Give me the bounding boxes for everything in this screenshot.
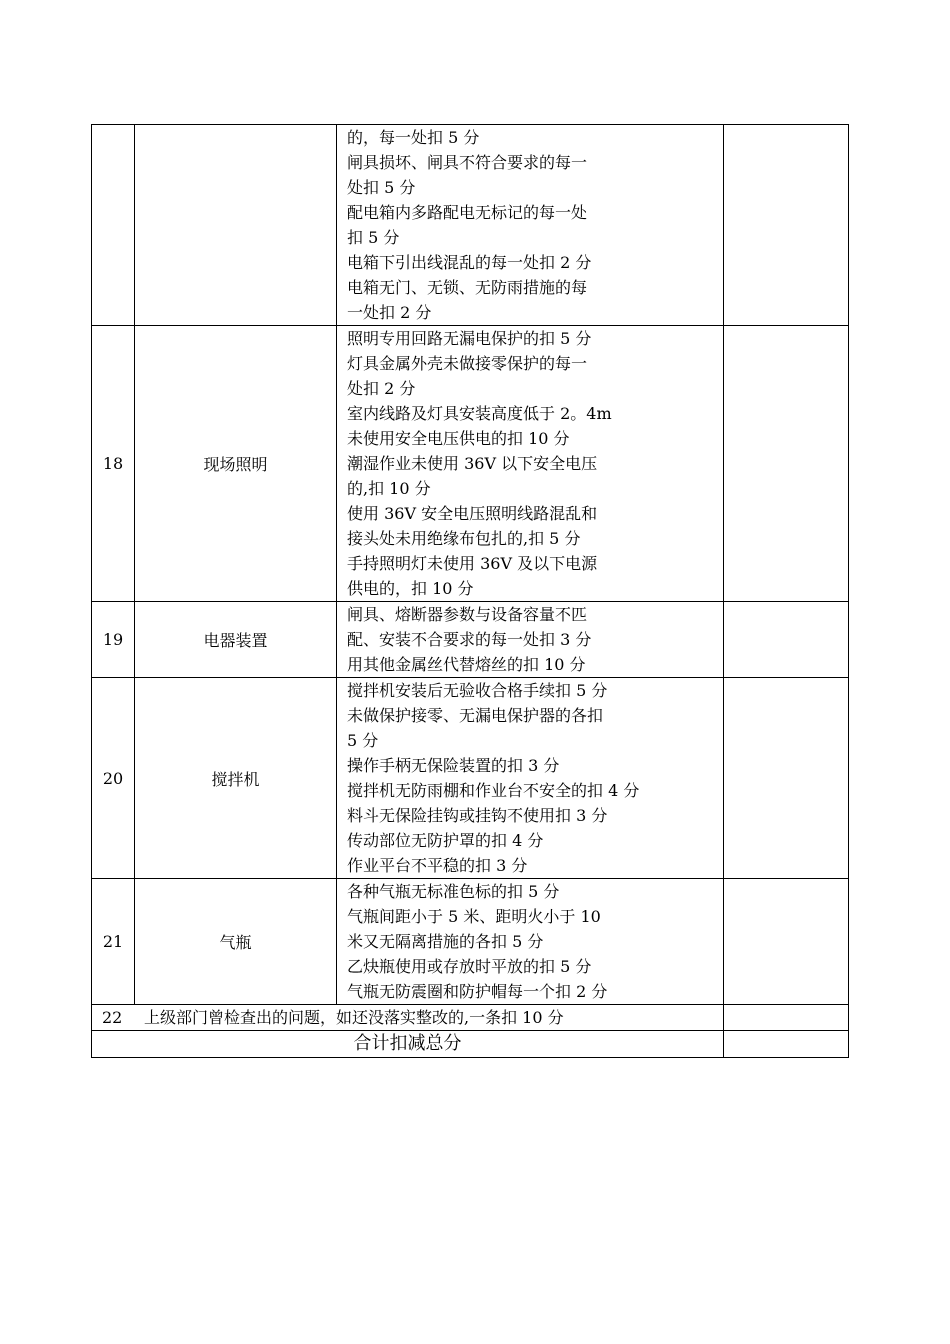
rule-line: 配、安装不合要求的每一处扣 3 分: [347, 630, 592, 649]
row-number-cell: 19: [92, 602, 135, 678]
rule-line: 乙炔瓶使用或存放时平放的扣 5 分: [347, 957, 592, 976]
rule-line: 搅拌机无防雨棚和作业台不安全的扣 4 分: [347, 781, 640, 800]
row-22-number: 22: [102, 1008, 123, 1027]
row-score-cell[interactable]: [724, 125, 849, 326]
row-score-cell[interactable]: [724, 602, 849, 678]
rule-line: 电箱下引出线混乱的每一处扣 2 分: [347, 253, 592, 272]
rule-line: 闸具、熔断器参数与设备容量不匹: [347, 605, 588, 624]
rule-line: 接头处未用绝缘布包扎的,扣 5 分: [347, 529, 581, 548]
rule-line: 潮湿作业未使用 36V 以下安全电压: [347, 454, 598, 473]
rule-line: 一处扣 2 分: [347, 303, 432, 322]
row-rules-cell: [337, 602, 724, 678]
row-number-cell: 18: [92, 326, 135, 602]
rule-line: 各种气瓶无标准色标的扣 5 分: [347, 882, 560, 901]
rule-line: 传动部位无防护罩的扣 4 分: [347, 831, 544, 850]
rule-line: 照明专用回路无漏电保护的扣 5 分: [347, 329, 592, 348]
rule-line: 气瓶间距小于 5 米、距明火小于 10: [347, 907, 601, 926]
table-row: [92, 125, 849, 326]
row-number-cell: 20: [92, 678, 135, 879]
rule-line: 用其他金属丝代替熔丝的扣 10 分: [347, 655, 586, 674]
rule-line: 处扣 5 分: [347, 178, 416, 197]
rule-line: 供电的，扣 10 分: [347, 579, 474, 598]
rule-line: 搅拌机安装后无验收合格手续扣 5 分: [347, 681, 608, 700]
rule-line: 的,扣 10 分: [347, 479, 431, 498]
row-item-cell: 电器装置: [135, 602, 337, 678]
rule-line: 米又无隔离措施的各扣 5 分: [347, 932, 544, 951]
row-rules-cell: [337, 879, 724, 1005]
row-rules-cell: [337, 678, 724, 879]
rule-line: 灯具金属外壳未做接零保护的每一: [347, 354, 588, 373]
rule-line: 料斗无保险挂钩或挂钩不使用扣 3 分: [347, 806, 608, 825]
inspection-table-body: [92, 125, 849, 1058]
row-item-cell: [135, 125, 337, 326]
rule-line: 的，每一处扣 5 分: [347, 128, 480, 147]
row-rules-cell: [337, 125, 724, 326]
row-score-cell[interactable]: [724, 678, 849, 879]
row-22-score-cell[interactable]: [724, 1005, 849, 1031]
row-score-cell[interactable]: [724, 879, 849, 1005]
total-score-cell[interactable]: [724, 1031, 849, 1058]
table-row: [92, 326, 849, 602]
rule-line: 配电箱内多路配电无标记的每一处: [347, 203, 588, 222]
rule-line: 电箱无门、无锁、无防雨措施的每: [347, 278, 588, 297]
inspection-table: [91, 124, 849, 1058]
rule-line: 室内线路及灯具安装高度低于 2。4m: [347, 404, 612, 423]
rule-line: 未做保护接零、无漏电保护器的各扣: [347, 706, 604, 725]
rule-line: 气瓶无防震圈和防护帽每一个扣 2 分: [347, 982, 608, 1001]
rule-line: 扣 5 分: [347, 228, 400, 247]
row-number-cell: [92, 125, 135, 326]
rule-line: 使用 36V 安全电压照明线路混乱和: [347, 504, 598, 523]
total-row: [92, 1031, 849, 1058]
rule-line: 闸具损坏、闸具不符合要求的每一: [347, 153, 588, 172]
rule-line: 手持照明灯未使用 36V 及以下电源: [347, 554, 598, 573]
table-row: [92, 879, 849, 1005]
row-item-cell: 现场照明: [135, 326, 337, 602]
row-score-cell[interactable]: [724, 326, 849, 602]
table-row: [92, 602, 849, 678]
row-22-text: 上级部门曾检查出的问题，如还没落实整改的,一条扣 10 分: [144, 1008, 564, 1027]
row-rules-cell: [337, 326, 724, 602]
row-22-cell: [92, 1005, 724, 1031]
rule-line: 操作手柄无保险装置的扣 3 分: [347, 756, 560, 775]
row-item-cell: 气瓶: [135, 879, 337, 1005]
row-item-cell: 搅拌机: [135, 678, 337, 879]
total-label: 合计扣减总分: [92, 1031, 724, 1058]
rule-line: 作业平台不平稳的扣 3 分: [347, 856, 528, 875]
rule-line: 处扣 2 分: [347, 379, 416, 398]
rule-line: 未使用安全电压供电的扣 10 分: [347, 429, 570, 448]
row-number-cell: 21: [92, 879, 135, 1005]
rule-line: 5 分: [347, 731, 379, 750]
table-row: [92, 678, 849, 879]
table-row-22: [92, 1005, 849, 1031]
